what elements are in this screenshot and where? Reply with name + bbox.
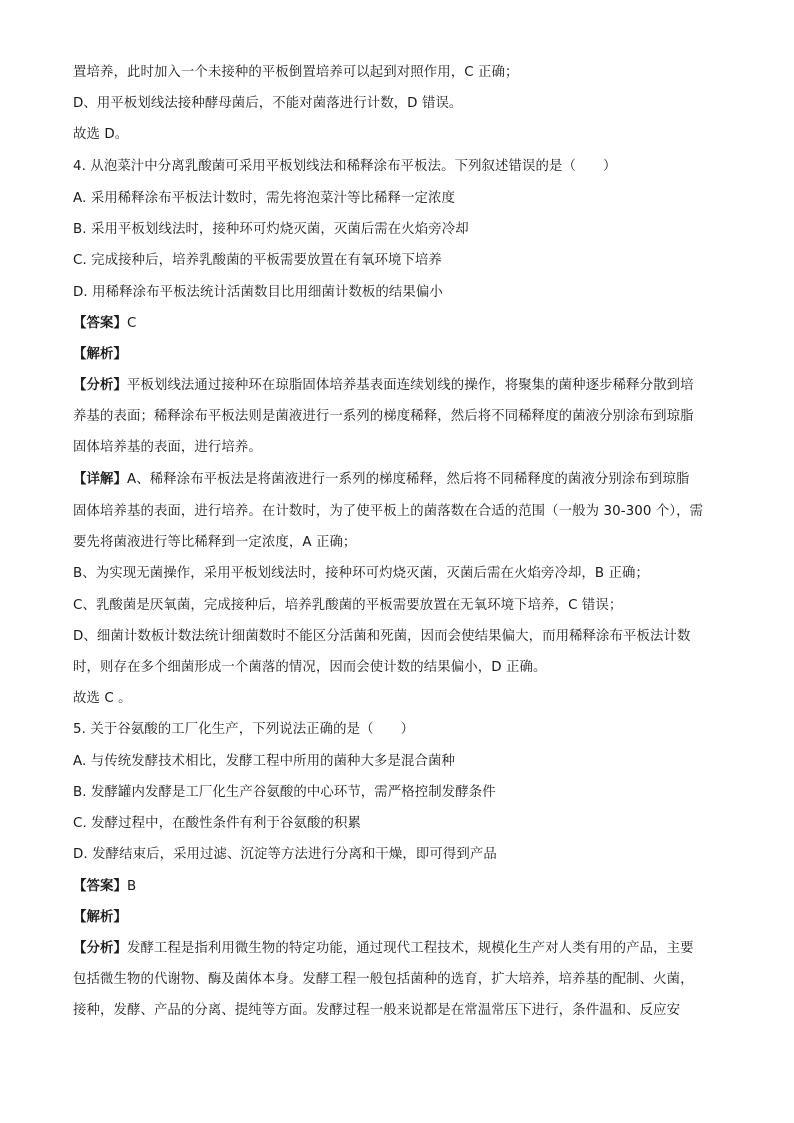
text-line: 接种，发酵、产品的分离、提纯等方面。发酵过程一般来说都是在常温常压下进行，条件温和、反应安 — [73, 1003, 681, 1018]
fenxi-tag: 【分析】 — [73, 941, 127, 956]
text-line: C、乳酸菌是厌氧菌，完成接种后，培养乳酸菌的平板需要放置在无氧环境下培养，C 错误； — [73, 598, 623, 613]
option-line: A. 与传统发酵技术相比，发酵工程中所用的菌种大多是混合菌种 — [73, 754, 455, 769]
answer-tag: 【答案】 — [73, 879, 127, 894]
text-line: 【分析】平板划线法通过接种环在琼脂固体培养基表面连续划线的操作，将聚集的菌种逐步稀释分散到培 — [73, 378, 694, 393]
text-line: 故选 C 。 — [73, 691, 132, 706]
analysis-heading — [73, 907, 127, 929]
option-line: D. 发酵结束后，采用过滤、沉淀等方法进行分离和干燥，即可得到产品 — [73, 847, 497, 862]
text-line: D、用平板划线法接种酵母菌后，不能对菌落进行计数，D 错误。 — [73, 96, 463, 111]
text-line: 要先将菌液进行等比稀释到一定浓度，A 正确； — [73, 535, 357, 550]
option-line: B. 采用平板划线法时，接种环可灼烧灭菌，灭菌后需在火焰旁冷却 — [73, 222, 469, 237]
option-line: C. 完成接种后，培养乳酸菌的平板需要放置在有氧环境下培养 — [73, 253, 442, 268]
option-line: C. 发酵过程中，在酸性条件有利于谷氨酸的积累 — [73, 816, 361, 831]
question-4-stem: 4. 从泡菜汁中分离乳酸菌可采用平板划线法和稀释涂布平板法。下列叙述错误的是（ ） — [73, 159, 617, 174]
xiangjie-tag: 【详解】 — [73, 472, 127, 487]
text-line: 【详解】A、稀释涂布平板法是将菌液进行一系列的梯度稀释，然后将不同稀释度的菌液分别涂布到琼脂 — [73, 472, 690, 487]
text-line: 包括微生物的代谢物、酶及菌体本身。发酵工程一般包括菌种的选育，扩大培养，培养基的配制、火菌， — [73, 972, 694, 987]
text-line: 置培养，此时加入一个未接种的平板倒置培养可以起到对照作用，C 正确； — [73, 65, 519, 80]
analysis-tag: 【解析】 — [73, 910, 127, 925]
answer-line: 【答案】C — [73, 316, 137, 331]
option-line: A. 采用稀释涂布平板法计数时，需先将泡菜汁等比稀释一定浓度 — [73, 191, 455, 206]
text-line: 故选 D。 — [73, 127, 129, 142]
analysis-tag: 【解析】 — [73, 347, 127, 362]
text-line: 时，则存在多个细菌形成一个菌落的情况，因而会使计数的结果偏小，D 正确。 — [73, 660, 547, 675]
option-line: B. 发酵罐内发酵是工厂化生产谷氨酸的中心环节，需严格控制发酵条件 — [73, 785, 496, 800]
question-5-stem: 5. 关于谷氨酸的工厂化生产，下列说法正确的是（ ） — [73, 722, 415, 737]
text-line: 【分析】发酵工程是指利用微生物的特定功能，通过现代工程技术，规模化生产对人类有用的产品，主要 — [73, 941, 694, 956]
text-line: 固体培养基的表面，进行培养。在计数时，为了使平板上的菌落数在合适的范围（一般为 30-300 个），需 — [73, 504, 704, 519]
option-line: D. 用稀释涂布平板法统计活菌数目比用细菌计数板的结果偏小 — [73, 285, 443, 300]
text-line: B、为实现无菌操作，采用平板划线法时，接种环可灼烧灭菌，灭菌后需在火焰旁冷却，B 正确； — [73, 566, 650, 581]
answer-tag: 【答案】 — [73, 316, 127, 331]
analysis-heading — [73, 344, 127, 366]
fenxi-tag: 【分析】 — [73, 378, 127, 393]
answer-line: 【答案】B — [73, 879, 137, 894]
text-line: 养基的表面；稀释涂布平板法则是菌液进行一系列的梯度稀释，然后将不同稀释度的菌液分别涂布到琼脂 — [73, 409, 694, 424]
text-line: D、细菌计数板计数法统计细菌数时不能区分活菌和死菌，因而会使结果偏大，而用稀释涂布平板法计数 — [73, 629, 691, 644]
text-line: 固体培养基的表面，进行培养。 — [73, 440, 262, 455]
